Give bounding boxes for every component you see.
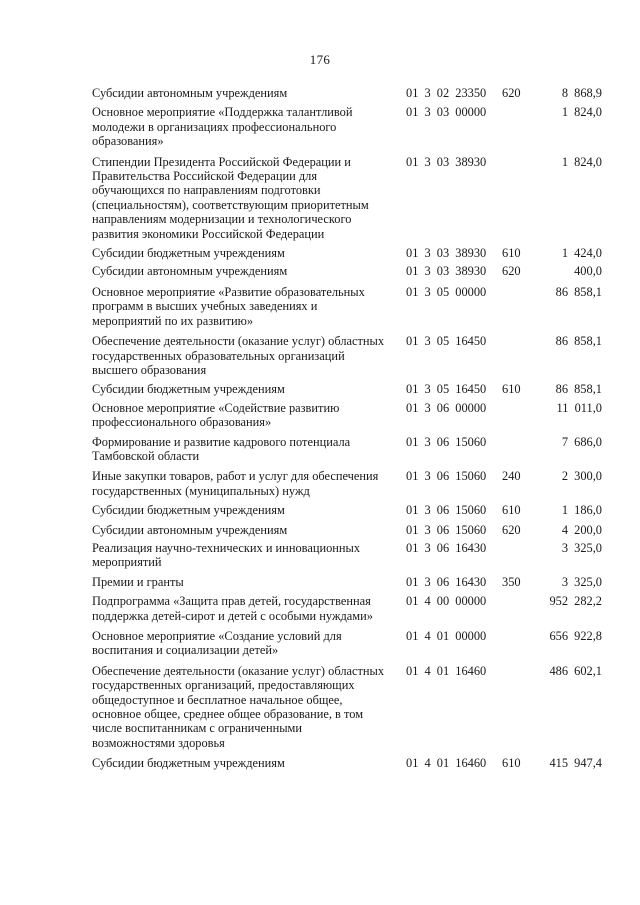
row-amount: 2 300,0 <box>561 469 602 484</box>
row-name: Субсидии автономным учреждениям <box>92 86 288 100</box>
row-code: 01 3 05 16450 <box>406 382 487 397</box>
row-name: Обеспечение деятельности (оказание услуг) областных государственных организаций, предоставляющих общедоступное и бесплатное начальное общее, основное общее, среднее общее образование, в том числе воспитанникам с ограниченными возможностями здоровья <box>92 663 385 750</box>
table-row <box>92 86 612 100</box>
row-code: 01 3 06 16430 <box>406 574 487 589</box>
row-amount: 415 947,4 <box>549 756 602 771</box>
row-code: 01 3 03 38930 <box>406 154 487 169</box>
row-name: Премии и гранты <box>92 574 184 589</box>
row-amount: 3 325,0 <box>561 540 602 555</box>
table-row <box>92 334 612 377</box>
row-code: 01 3 02 23350 <box>406 86 487 100</box>
row-code: 01 4 01 16460 <box>406 663 487 678</box>
row-amount: 1 824,0 <box>561 154 602 169</box>
table-row <box>92 629 612 658</box>
row-amount: 1 424,0 <box>561 246 602 261</box>
row-name: Субсидии автономным учреждениям <box>92 264 288 279</box>
row-vr: 620 <box>502 86 521 100</box>
row-amount: 86 858,1 <box>555 334 602 349</box>
row-amount: 3 325,0 <box>561 574 602 589</box>
row-name: Обеспечение деятельности (оказание услуг) областных государственных образовательных организаций высшего образования <box>92 334 385 377</box>
row-vr: 610 <box>502 382 521 397</box>
row-vr: 610 <box>502 246 521 261</box>
table-row <box>92 664 612 750</box>
row-amount: 7 686,0 <box>561 434 602 449</box>
table-row <box>92 575 612 589</box>
table-row <box>92 246 612 260</box>
row-code: 01 4 01 00000 <box>406 629 487 643</box>
row-code: 01 3 06 15060 <box>406 522 487 537</box>
table-row <box>92 382 612 396</box>
row-code: 01 3 03 38930 <box>406 246 487 261</box>
table-row <box>92 264 612 278</box>
row-name: Субсидии бюджетным учреждениям <box>92 756 285 771</box>
row-code: 01 3 06 00000 <box>406 400 487 415</box>
row-amount: 11 011,0 <box>556 400 602 415</box>
row-vr: 350 <box>502 574 521 589</box>
row-code: 01 4 01 16460 <box>406 756 487 771</box>
row-name: Формирование и развитие кадрового потенциала Тамбовской области <box>92 434 351 463</box>
table-row <box>92 105 612 148</box>
row-name: Основное мероприятие «Создание условий для воспитания и социализации детей» <box>92 629 342 658</box>
row-amount: 8 868,9 <box>561 86 602 100</box>
row-name: Стипендии Президента Российской Федерации и Правительства Российской Федерации для обучающихся по направлениям подготовки (специальностям), соответствующим приоритетным направлениям модернизации и технологического развития экономики Российской Федерации <box>92 154 369 241</box>
row-name: Субсидии бюджетным учреждениям <box>92 246 285 261</box>
table-row <box>92 469 612 498</box>
row-name: Иные закупки товаров, работ и услуг для обеспечения государственных (муниципальных) нужд <box>92 469 379 498</box>
row-name: Основное мероприятие «Содействие развитию профессионального образования» <box>92 400 340 430</box>
row-code: 01 4 00 00000 <box>406 594 487 609</box>
row-amount: 952 282,2 <box>549 594 602 609</box>
row-name: Подпрограмма «Защита прав детей, государственная поддержка детей-сирот и детей с особыми нуждами» <box>92 594 373 623</box>
row-name: Субсидии бюджетным учреждениям <box>92 382 285 397</box>
row-name: Основное мероприятие «Развитие образовательных программ в высших учебных заведениях и мероприятий по их развитию» <box>92 284 365 328</box>
row-code: 01 3 06 16430 <box>406 540 487 555</box>
row-code: 01 3 05 16450 <box>406 334 487 349</box>
row-code: 01 3 06 15060 <box>406 503 487 518</box>
row-vr: 240 <box>502 469 521 484</box>
table-row <box>92 523 612 537</box>
row-amount: 86 858,1 <box>555 382 602 397</box>
row-amount: 4 200,0 <box>561 522 602 537</box>
row-name: Основное мероприятие «Поддержка талантливой молодежи в организациях профессионального образования» <box>92 105 353 149</box>
row-code: 01 3 03 00000 <box>406 105 487 120</box>
row-name: Субсидии бюджетным учреждениям <box>92 503 285 518</box>
row-code: 01 3 03 38930 <box>406 264 487 279</box>
row-vr: 620 <box>502 522 521 537</box>
row-vr: 620 <box>502 264 521 279</box>
row-vr: 610 <box>502 756 521 771</box>
table-row <box>92 285 612 328</box>
row-name: Реализация научно-технических и инновационных мероприятий <box>92 540 361 570</box>
row-code: 01 3 05 00000 <box>406 284 487 299</box>
row-name: Субсидии автономным учреждениям <box>92 522 288 537</box>
row-amount: 656 922,8 <box>549 629 602 643</box>
table-row <box>92 756 612 770</box>
row-code: 01 3 06 15060 <box>406 434 487 449</box>
budget-table <box>92 86 612 771</box>
row-code: 01 3 06 15060 <box>406 469 487 484</box>
table-row <box>92 503 612 517</box>
table-row <box>92 541 612 570</box>
page-number: 176 <box>309 52 331 67</box>
row-amount: 400,0 <box>574 264 602 279</box>
table-row <box>92 401 612 430</box>
row-amount: 1 824,0 <box>561 105 602 120</box>
row-amount: 86 858,1 <box>555 284 602 299</box>
row-amount: 486 602,1 <box>549 663 602 678</box>
row-vr: 610 <box>502 503 521 518</box>
table-row <box>92 594 612 623</box>
table-row <box>92 155 612 241</box>
row-amount: 1 186,0 <box>561 503 602 518</box>
table-row <box>92 435 612 464</box>
